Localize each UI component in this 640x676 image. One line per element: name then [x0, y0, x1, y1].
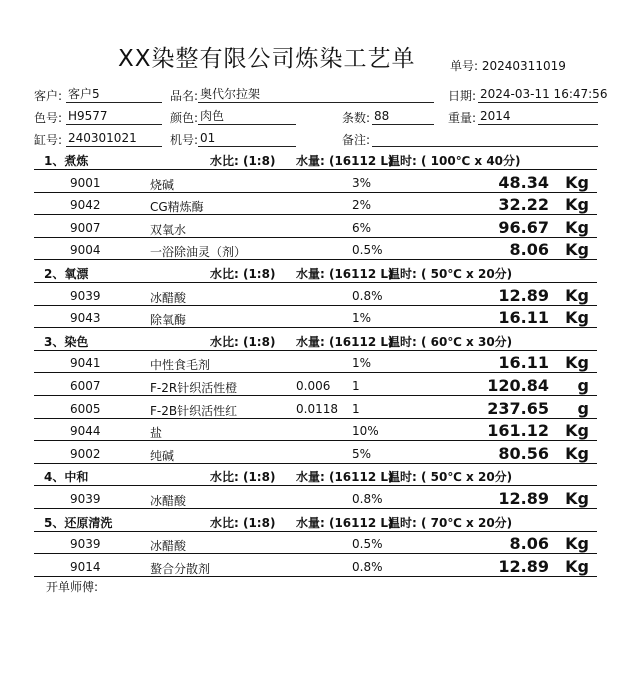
table-row [34, 531, 597, 554]
dosage-unit: Kg [565, 534, 589, 554]
chemical-code: 9042 [70, 198, 101, 213]
table-row [34, 441, 597, 464]
chemical-code: 9004 [70, 243, 101, 258]
table-row [34, 170, 597, 193]
weight-value: 2014 [478, 108, 598, 125]
count-value: 88 [372, 108, 434, 125]
section-water-ratio: 水比: (1:8) [210, 334, 276, 349]
dosage-percent: 0.8% [352, 559, 383, 574]
dosage-amount: 12.89 [498, 489, 549, 508]
chemical-name: 中性食毛剂 [150, 358, 211, 373]
section-title: 4、中和 [44, 470, 89, 485]
chemical-name: 一浴除油灵（剂） [150, 245, 247, 260]
section-water-volume: 水量: (16112 L) [296, 334, 394, 349]
section-header [34, 260, 597, 283]
dosage-percent: 0.8% [352, 288, 383, 303]
dosage-unit: Kg [565, 240, 589, 260]
dosage-unit: Kg [565, 556, 589, 576]
section-water-volume: 水量: (16112 L) [296, 515, 394, 530]
table-row [34, 305, 597, 328]
count-label: 条数: [342, 111, 371, 125]
color-no-label: 色号: [34, 111, 63, 125]
section-water-volume: 水量: (16112 L) [296, 154, 394, 168]
section-title: 1、煮炼 [44, 154, 89, 168]
dosage-percent: 0.5% [352, 243, 383, 258]
section-header [34, 147, 597, 170]
section-title: 2、氧漂 [44, 267, 89, 281]
dosage-amount: 8.06 [509, 240, 549, 260]
dosage-percent: 0.5% [352, 537, 383, 552]
dosage-unit: Kg [565, 195, 589, 215]
dosage-amount: 16.11 [498, 353, 549, 373]
color-no-value: H9577 [66, 108, 162, 125]
machine-label: 机号: [170, 133, 199, 147]
chemical-name: 双氧水 [150, 222, 187, 237]
product-value: 奥代尔拉架 [198, 86, 434, 103]
section-temperature-time: 温时: ( 50℃ x 20分) [388, 267, 513, 281]
dosage-amount: 16.11 [498, 308, 549, 328]
chemical-name: 冰醋酸 [150, 539, 187, 554]
chemical-code: 6007 [70, 379, 101, 393]
dosage-percent: 1% [352, 311, 372, 326]
section-water-volume: 水量: (16112 L) [296, 470, 394, 485]
product-label: 品名: [170, 89, 199, 103]
table-row [34, 350, 597, 373]
machine-value: 01 [198, 130, 296, 147]
table-row [34, 192, 597, 215]
section-header [34, 328, 597, 351]
table-row [34, 486, 597, 509]
chemical-code: 9044 [70, 424, 101, 439]
chemical-code: 9007 [70, 220, 101, 235]
issuer-label: 开单师傅: [46, 580, 99, 594]
chemical-code: 9039 [70, 537, 101, 552]
order-number-label: 单号: [450, 59, 479, 73]
chemical-name: CG精炼酶 [150, 200, 204, 215]
dosage-percent: 5% [352, 446, 372, 461]
section-water-ratio: 水比: (1:8) [210, 267, 276, 281]
dosage-unit: Kg [565, 172, 589, 192]
chemical-name: 除氧酶 [150, 313, 187, 328]
section-header [34, 509, 597, 532]
chemical-name: F-2R针织活性橙 [150, 381, 238, 395]
section-title: 5、还原清洗 [44, 515, 113, 530]
chemical-name: 烧碱 [150, 177, 175, 192]
note-label: 备注: [342, 133, 371, 147]
chemical-code: 9014 [70, 559, 101, 574]
document-title: XX染整有限公司炼染工艺单 [118, 46, 416, 72]
dosage-amount: 48.34 [498, 172, 549, 192]
dosage-unit: g [577, 376, 589, 395]
dosage-amount: 80.56 [498, 443, 549, 463]
dosage-amount: 120.84 [487, 376, 549, 395]
note-value [372, 130, 598, 147]
customer-value: 客户5 [66, 86, 162, 103]
dosage-amount: 161.12 [487, 421, 549, 441]
dosage-unit: Kg [565, 421, 589, 441]
date-value: 2024-03-11 16:47:56 [480, 87, 608, 101]
section-water-ratio: 水比: (1:8) [210, 470, 276, 485]
order-number [450, 57, 566, 74]
dosage-amount: 96.67 [498, 217, 549, 237]
chemical-name: 纯碱 [150, 448, 175, 463]
section-temperature-time: 温时: ( 70℃ x 20分) [388, 515, 513, 530]
dosage-amount: 12.89 [498, 285, 549, 305]
dosage-percent: 1 [352, 379, 360, 393]
dosage-amount: 237.65 [487, 398, 549, 418]
dosage-percent: 1% [352, 356, 372, 371]
dosage-unit: Kg [565, 308, 589, 328]
dosage-percent: 3% [352, 175, 372, 190]
table-row [34, 215, 597, 238]
section-temperature-time: 温时: ( 100℃ x 40分) [388, 154, 521, 168]
section-water-ratio: 水比: (1:8) [210, 515, 276, 530]
dosage-percent: 1 [352, 401, 360, 416]
color-value: 肉色 [198, 108, 296, 125]
section-temperature-time: 温时: ( 60℃ x 30分) [388, 334, 513, 349]
customer-label: 客户: [34, 89, 63, 103]
chemical-name: 盐 [150, 426, 163, 441]
table-row [34, 418, 597, 441]
dosage-unit: Kg [565, 217, 589, 237]
dosage-percent: 2% [352, 198, 372, 213]
vat-value: 240301021 [66, 130, 162, 147]
color-label: 颜色: [170, 111, 199, 125]
section-title: 3、染色 [44, 334, 89, 349]
chemical-code: 9043 [70, 311, 101, 326]
chemical-code: 9041 [70, 356, 101, 371]
chemical-code: 9039 [70, 288, 101, 303]
chemical-code: 6005 [70, 401, 101, 416]
table-row [34, 237, 597, 260]
dosage-amount: 8.06 [509, 534, 549, 554]
dosage-amount: 32.22 [498, 195, 549, 215]
table-row [34, 373, 597, 396]
vat-label: 缸号: [34, 133, 63, 147]
chemical-code: 9002 [70, 446, 101, 461]
dosage-percent: 10% [352, 424, 379, 439]
dye-ratio: 0.006 [296, 379, 331, 393]
table-row [34, 283, 597, 306]
dosage-amount: 12.89 [498, 556, 549, 576]
table-row [34, 554, 597, 577]
dosage-percent: 0.8% [352, 492, 383, 506]
chemical-name: 冰醋酸 [150, 290, 187, 305]
chemical-code: 9039 [70, 492, 101, 506]
chemical-code: 9001 [70, 175, 101, 190]
chemical-name: F-2B针织活性红 [150, 403, 238, 418]
weight-label: 重量: [448, 111, 477, 125]
dosage-unit: g [577, 398, 589, 418]
dosage-unit: Kg [565, 353, 589, 373]
date-label: 日期: [448, 89, 477, 103]
table-row [34, 396, 597, 419]
chemical-name: 螯合分散剂 [150, 561, 211, 576]
section-water-ratio: 水比: (1:8) [210, 154, 276, 168]
chemical-name: 冰醋酸 [150, 494, 187, 508]
order-number-value: 20240311019 [481, 59, 566, 73]
section-water-volume: 水量: (16112 L) [296, 267, 394, 281]
dosage-unit: Kg [565, 285, 589, 305]
dosage-unit: Kg [565, 443, 589, 463]
dye-ratio: 0.0118 [296, 401, 338, 416]
dosage-unit: Kg [565, 489, 589, 508]
dosage-percent: 6% [352, 220, 372, 235]
section-header [34, 463, 597, 486]
section-temperature-time: 温时: ( 50℃ x 20分) [388, 470, 513, 485]
